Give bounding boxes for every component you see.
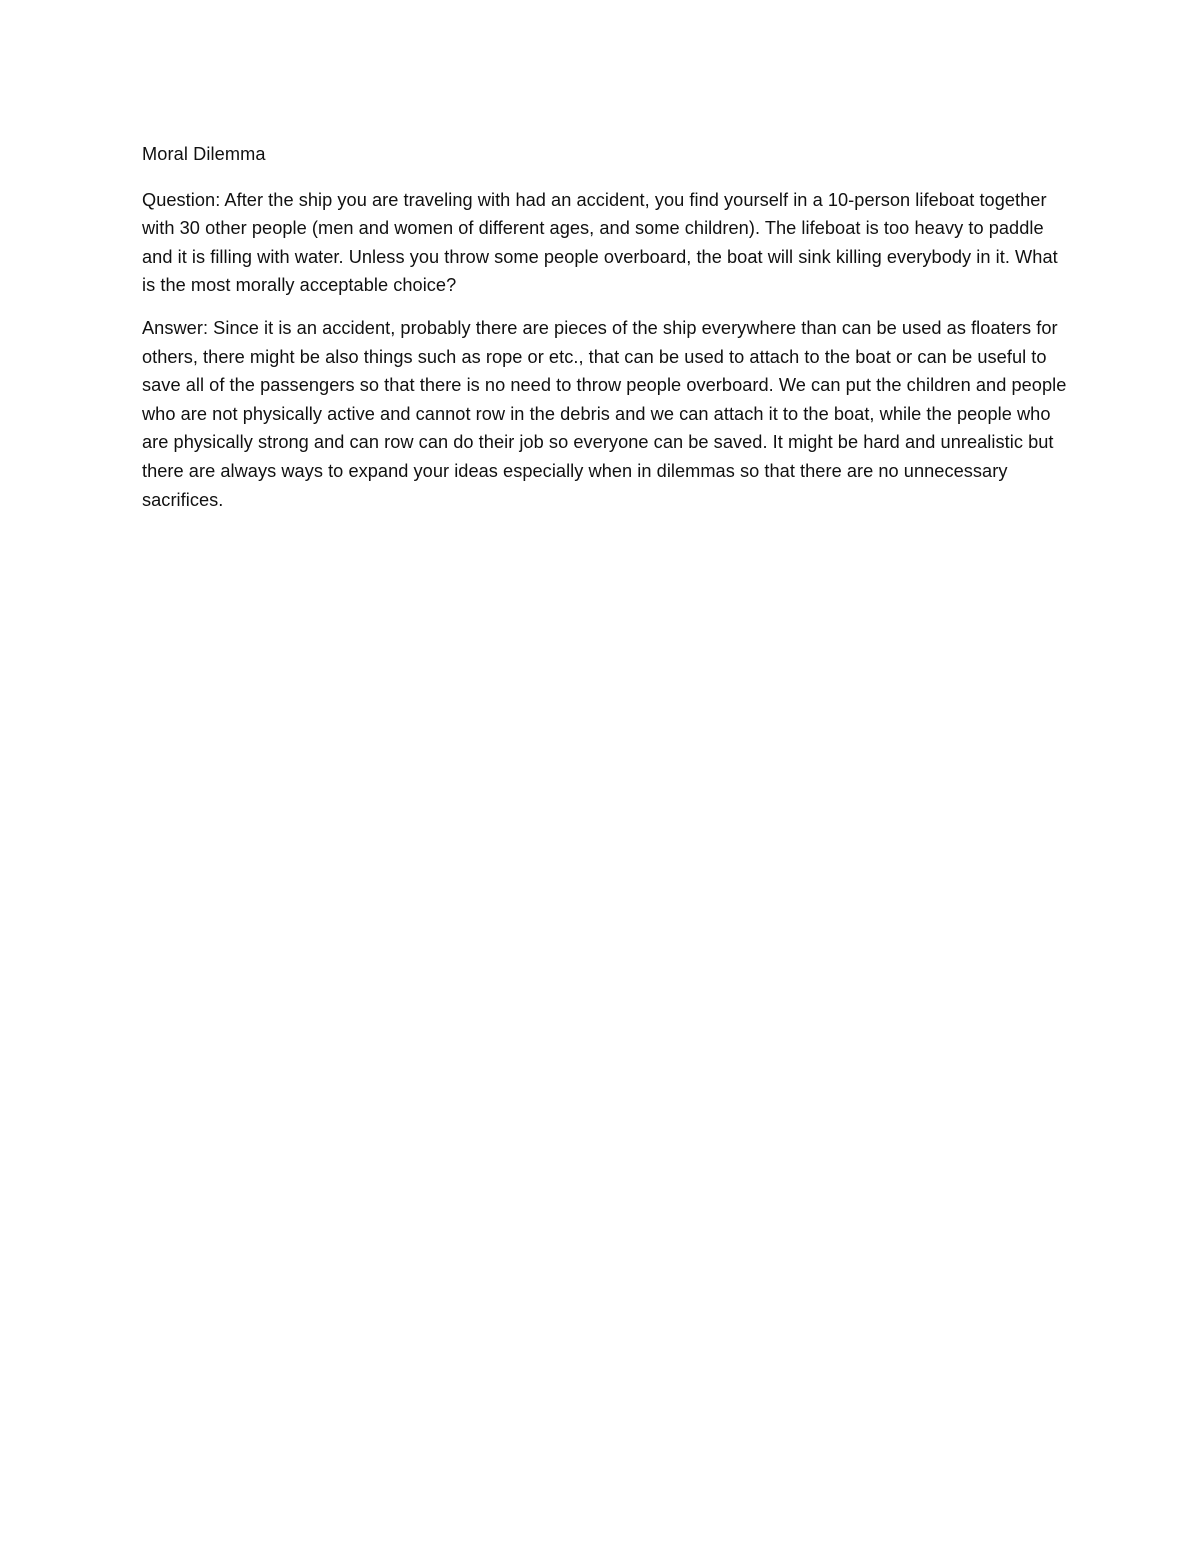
answer-label: Answer:	[142, 317, 209, 338]
question-text: After the ship you are traveling with had an accident, you find yourself in a 10-person lifeboat together with 30 other people (men and women of different ages, and some children). The lifeboat is too heavy to paddle and it is filling with water. Unless you throw some people overboard, the boat will sink killing everybody in it. What is the most morally acceptable choice?	[142, 189, 1058, 296]
question-paragraph	[142, 186, 1072, 300]
document-title: Moral Dilemma	[142, 144, 266, 164]
answer-paragraph	[142, 314, 1072, 514]
question-label: Question:	[142, 189, 221, 210]
document-body	[142, 140, 1072, 528]
answer-text: Since it is an accident, probably there are pieces of the ship everywhere than can be used as floaters for others, there might be also things such as rope or etc., that can be used to attach to the boat or can be useful to save all of the passengers so that there is no need to throw people overboard. We can put the children and people who are not physically active and cannot row in the debris and we can attach it to the boat, while the people who are physically strong and can row can do their job so everyone can be saved. It might be hard and unrealistic but there are always ways to expand your ideas especially when in dilemmas so that there are no unnecessary sacrifices.	[142, 317, 1067, 510]
